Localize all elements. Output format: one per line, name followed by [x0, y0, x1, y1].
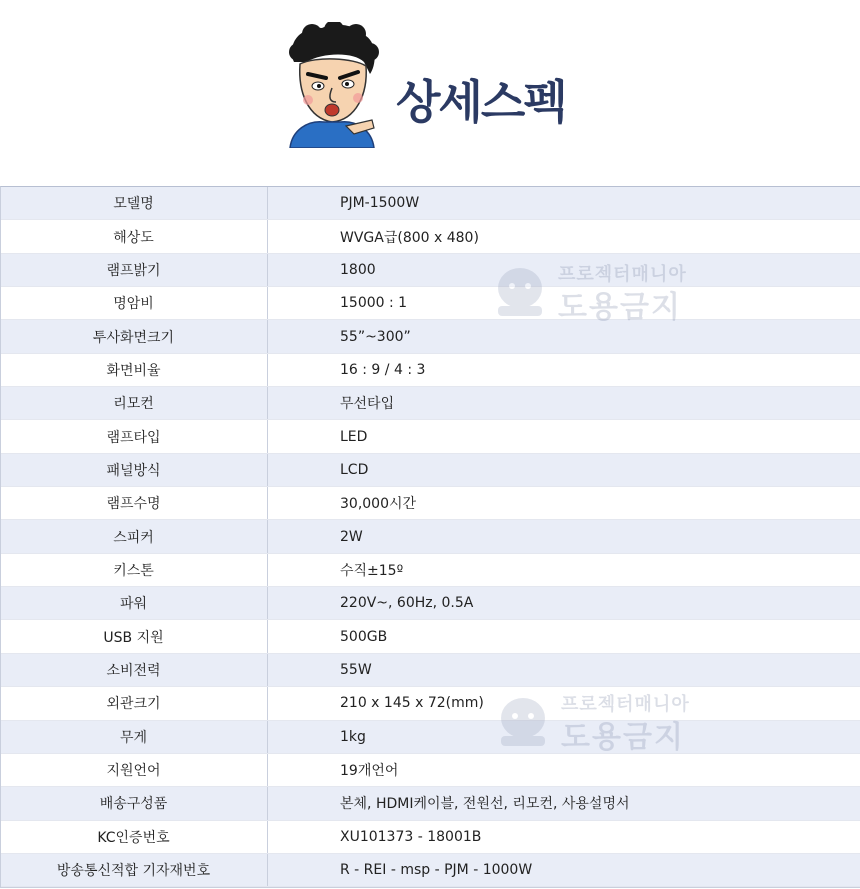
watermark-text-line2: 도용금지: [558, 290, 682, 325]
spec-label: 모델명: [0, 187, 268, 220]
spec-row: [0, 187, 860, 220]
spec-row: [0, 720, 860, 753]
spec-label: 패널방식: [0, 453, 268, 486]
spec-value: 수직±15º: [268, 553, 860, 586]
spec-value: 15000 : 1: [268, 287, 860, 320]
spec-table: [0, 186, 860, 887]
spec-value: 19개언어: [268, 753, 860, 786]
spec-value: 1800: [268, 253, 860, 286]
watermark-text-line1: 프로젝터매니아: [558, 264, 687, 285]
spec-row: [0, 453, 860, 486]
spec-row: [0, 853, 860, 886]
spec-value: 2W: [268, 520, 860, 553]
spec-value: 55”~300”: [268, 320, 860, 353]
spec-value: XU101373 - 18001B: [268, 820, 860, 853]
spec-label: 리모컨: [0, 387, 268, 420]
spec-row: [0, 553, 860, 586]
spec-value: 500GB: [268, 620, 860, 653]
spec-row: [0, 587, 860, 620]
spec-value: 1kg: [268, 720, 860, 753]
header: [0, 0, 860, 186]
page-title: 상세스펙: [396, 75, 566, 129]
spec-row: [0, 653, 860, 686]
spec-label: 파워: [0, 587, 268, 620]
spec-row: [0, 220, 860, 253]
spec-row: [0, 320, 860, 353]
spec-value: 220V~, 60Hz, 0.5A: [268, 587, 860, 620]
spec-label: 배송구성품: [0, 787, 268, 820]
spec-value: WVGA급(800 x 480): [268, 220, 860, 253]
spec-value: LED: [268, 420, 860, 453]
mascot-character-icon: [284, 22, 380, 148]
spec-value: 55W: [268, 653, 860, 686]
spec-value: 무선타입: [268, 387, 860, 420]
spec-label: 명암비: [0, 287, 268, 320]
spec-label: 키스톤: [0, 553, 268, 586]
spec-row: [0, 420, 860, 453]
spec-row: [0, 787, 860, 820]
watermark-text-line2: 도용금지: [561, 720, 685, 755]
watermark: [486, 258, 688, 325]
spec-value: 210 x 145 x 72(mm): [268, 687, 860, 720]
watermark: [489, 688, 691, 755]
spec-row: [0, 687, 860, 720]
spec-label: 방송통신적합 기자재번호: [0, 853, 268, 886]
spec-label: 램프타입: [0, 420, 268, 453]
spec-row: [0, 253, 860, 286]
spec-label: 투사화면크기: [0, 320, 268, 353]
spec-label: 소비전력: [0, 653, 268, 686]
spec-label: KC인증번호: [0, 820, 268, 853]
spec-label: 해상도: [0, 220, 268, 253]
spec-row: [0, 353, 860, 386]
spec-row: [0, 387, 860, 420]
spec-value: R - REI - msp - PJM - 1000W: [268, 853, 860, 886]
spec-row: [0, 287, 860, 320]
spec-row: [0, 620, 860, 653]
spec-label: 램프수명: [0, 487, 268, 520]
watermark-text-line1: 프로젝터매니아: [561, 694, 690, 715]
spec-label: 무게: [0, 720, 268, 753]
spec-row: [0, 487, 860, 520]
spec-label: 외관크기: [0, 687, 268, 720]
spec-row: [0, 753, 860, 786]
spec-value: 16 : 9 / 4 : 3: [268, 353, 860, 386]
spec-row: [0, 520, 860, 553]
watermark-mascot-icon: [493, 694, 553, 748]
spec-row: [0, 820, 860, 853]
spec-label: USB 지원: [0, 620, 268, 653]
spec-value: 30,000시간: [268, 487, 860, 520]
spec-label: 스피커: [0, 520, 268, 553]
spec-label: 지원언어: [0, 753, 268, 786]
spec-value: LCD: [268, 453, 860, 486]
spec-label: 화면비율: [0, 353, 268, 386]
watermark-mascot-icon: [490, 264, 550, 318]
spec-value: PJM-1500W: [268, 187, 860, 220]
spec-label: 램프밝기: [0, 253, 268, 286]
spec-value: 본체, HDMI케이블, 전원선, 리모컨, 사용설명서: [268, 787, 860, 820]
